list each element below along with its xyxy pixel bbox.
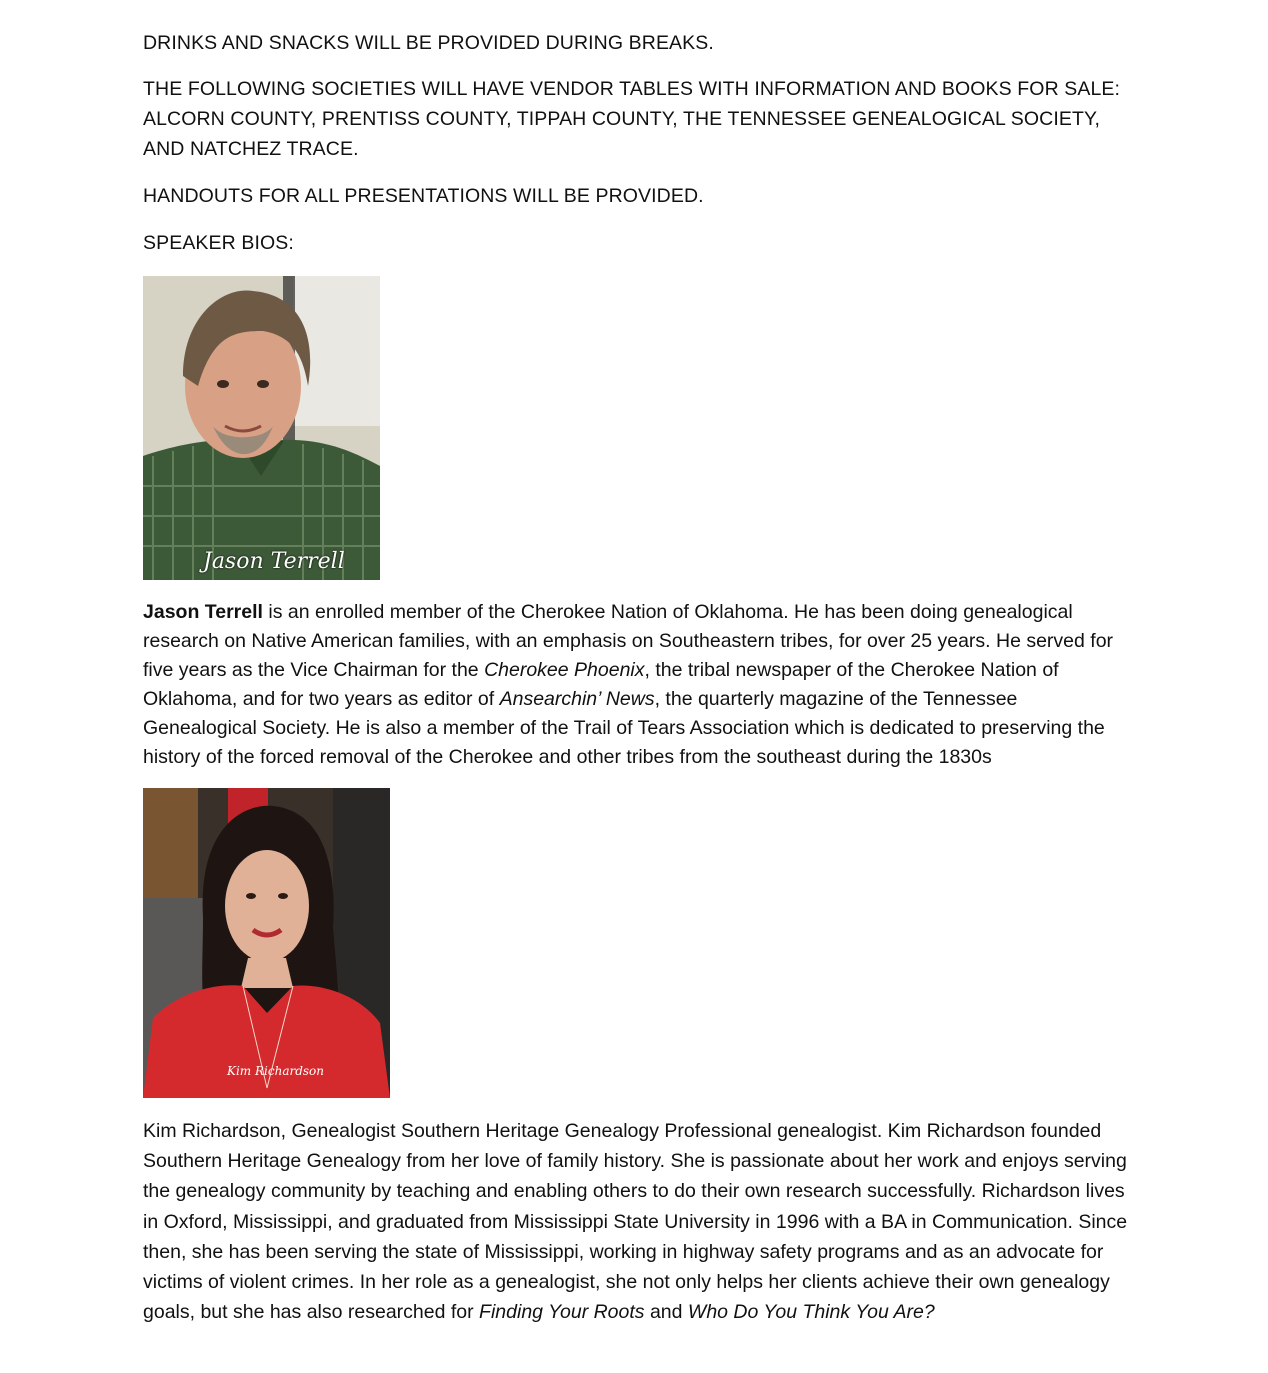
publication-title: Cherokee Phoenix [484, 659, 645, 681]
speaker-bios-heading: SPEAKER BIOS: [143, 232, 294, 254]
portrait-man-illustration [143, 276, 380, 580]
bio-text: and [644, 1301, 688, 1324]
handouts-notice: HANDOUTS FOR ALL PRESENTATIONS WILL BE PROVIDED. [143, 185, 704, 207]
bio-text: , the quarterly magazine of the Tennessee Genealogical Society. He is also a member of the Trail of Tears Association which is dedicated to preserving the history of the forced removal of the Cherokee and other tribes from the southeast during the 1830s [143, 688, 1105, 768]
portrait-woman-illustration [143, 788, 390, 1098]
kim-richardson-photo [143, 788, 390, 1098]
breaks-notice: DRINKS AND SNACKS WILL BE PROVIDED DURING BREAKS. [143, 32, 714, 54]
jason-terrell-bio [143, 598, 1128, 772]
bio-text: Kim Richardson, Genealogist Southern Heritage Genealogy Professional genealogist. Kim Richardson founded Southern Heritage Genealogy from her love of family history. She is passionate about her work and enjoys serving the genealogy community by teaching and enabling others to do their own research successfully. Richardson lives in Oxford, Mississippi, and graduated from Mississippi State University in 1996 with a BA in Communication. Since then, she has been serving the state of Mississippi, working in highway safety programs and as an advocate for victims of violent crimes. In her role as a genealogist, she not only helps her clients achieve their own genealogy goals, but she has also researched for [143, 1120, 1128, 1324]
photo-signature: Jason Terrell [203, 549, 345, 574]
vendor-tables-notice: THE FOLLOWING SOCIETIES WILL HAVE VENDOR TABLES WITH INFORMATION AND BOOKS FOR SALE: ALCORN COUNTY, PRENTISS COUNTY, TIPPAH COUNTY, THE TENNESSEE GENEALOGICAL SOCIETY, AND NATCHEZ TRACE. [143, 78, 1121, 160]
photo-signature: Kim Richardson [227, 1064, 325, 1078]
kim-richardson-bio [143, 1116, 1128, 1327]
bio-text: is an enrolled member of the Cherokee Nation of Oklahoma. He has been doing genealogical research on Native American families, with an emphasis on Southeastern tribes, for over 25 years. He served for five years as the Vice Chairman for the [143, 601, 1114, 681]
bio-text: , the tribal newspaper of the Cherokee Nation of Oklahoma, and for two years as editor of [143, 659, 1059, 710]
show-title: Finding Your Roots [479, 1301, 645, 1324]
jason-terrell-photo [143, 276, 380, 580]
speaker-name: Jason Terrell [143, 601, 263, 623]
show-title: Who Do You Think You Are? [687, 1301, 935, 1324]
publication-title: Ansearchin’ News [499, 688, 655, 710]
